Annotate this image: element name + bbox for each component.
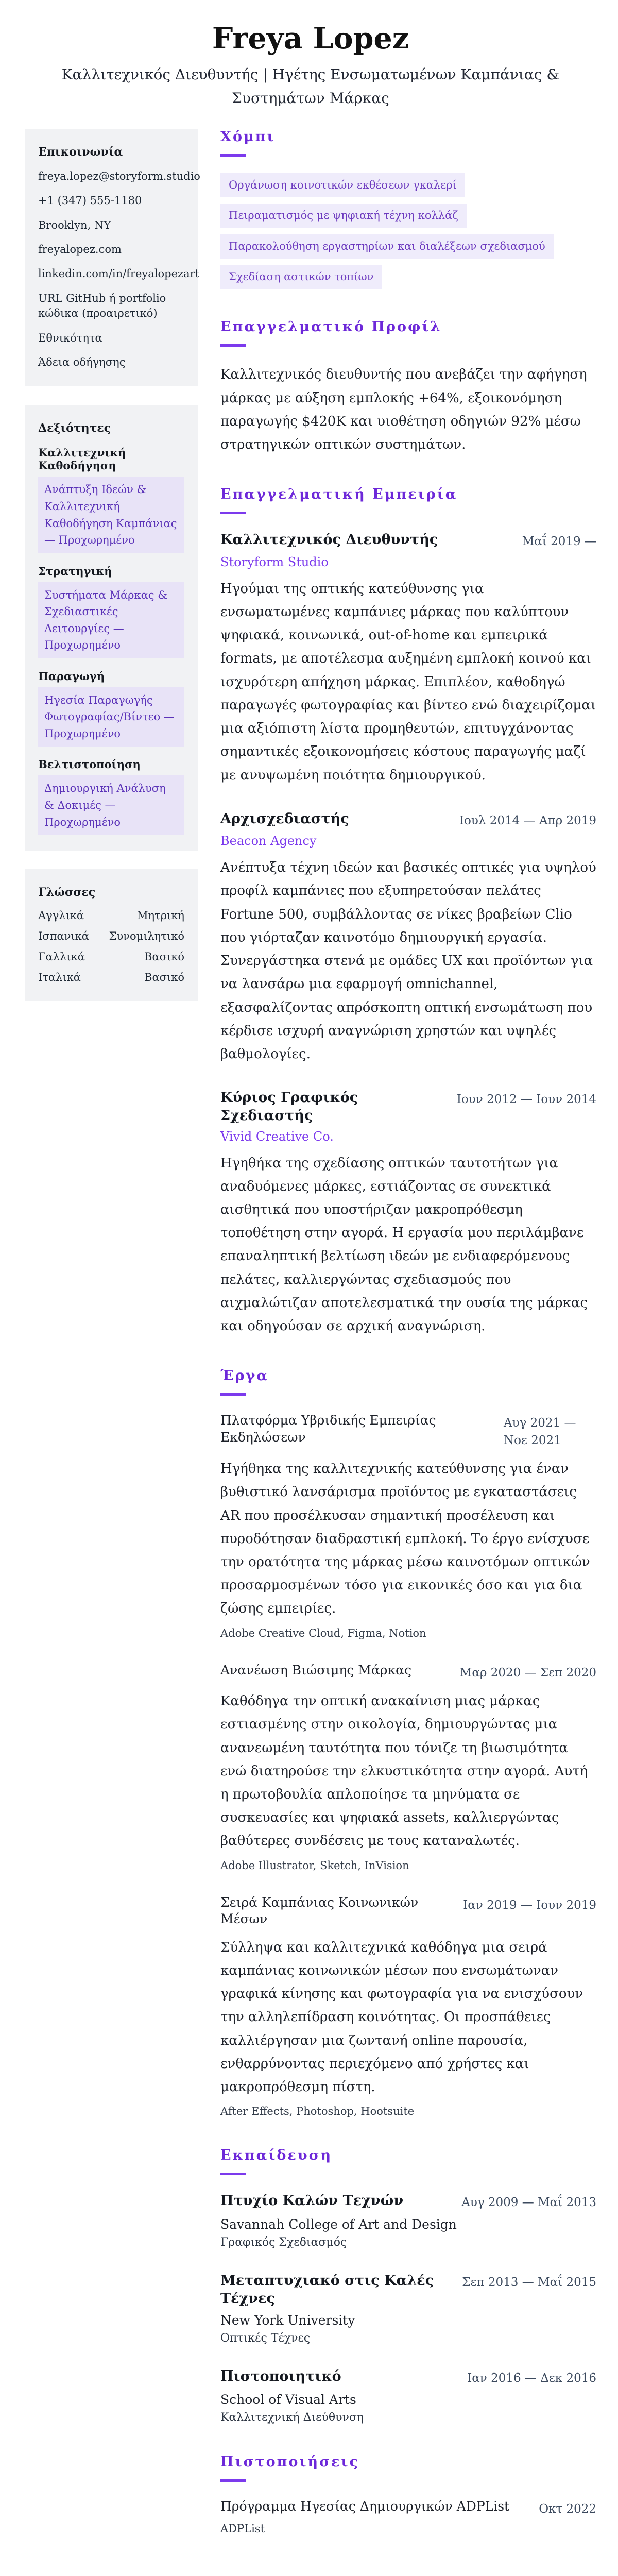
job-description: Ηγούμαι της οπτικής κατεύθυνσης για ενσωματωμένες καμπάνιες μάρκας που καλύπτουν ψηφιακά, κοινωνικά, out-of-home και εμπειρικά formats, με αποτέλεσμα αυξημένη εμπλοκή κοινού και ισχυρότερη απήχηση μάρκας. Επιπλέον, καθοδηγώ παραγωγές φωτογραφίας και βίντεο ενώ διαχειρίζομαι μια αξιόπιστη λίστα προμηθευτών, επιτυγχάνοντας σημαντικές εξοικονομήσεις κόστους παραγωγής μαζί με ανυψωμένη ποιότητα δημιουργικού. [220,581,596,783]
languages-title: Γλώσσες [38,886,96,900]
education-title: Εκπαίδευση [220,2147,333,2164]
language-row [38,930,184,942]
section-rule [220,2479,246,2482]
certifications-title: Πιστοποιήσεις [220,2454,359,2470]
main-content [220,129,596,2565]
language-name: Αγγλικά [38,909,84,922]
project-tools: Adobe Illustrator, Sketch, InVision [220,1859,409,1872]
contact-box [25,129,198,387]
skill-category: Παραγωγή [38,669,105,683]
profile-title: Επαγγελματικό Προφίλ [220,319,442,335]
contact-website[interactable]: freyalopez.com [38,243,122,256]
job-entry [220,1089,596,1338]
field-of-study: Οπτικές Τέχνες [220,2331,311,2345]
sidebar [25,129,198,1020]
section-rule [220,344,246,347]
job-title: Αρχισχεδιαστής [220,810,349,827]
language-level: Βασικό [144,951,184,963]
project-entry [220,1412,596,1639]
skill-category: Καλλιτεχνική Καθοδήγηση [38,446,126,472]
project-entry [220,1662,596,1872]
job-entry [220,810,596,1066]
section-rule [220,512,246,514]
project-dates: Μαρ 2020 — Σεπ 2020 [459,1666,596,1680]
certification-dates: Οκτ 2022 [539,2502,596,2516]
languages-box [25,869,198,1001]
projects-title: Έργα [220,1368,269,1384]
job-description: Ηγηθήκα της σχεδίασης οπτικών ταυτοτήτων για αναδυόμενες μάρκες, εστιάζοντας σε συνεκτικά αισθητικά που υποστήριζαν μακροπρόθεσμη τοποθέτηση στην αγορά. Η εργασία μου περιλάμβανε επαναληπτική βελτίωση ιδεών με ενδιαφερόμενους πελάτες, καλλιεργώντας σχεδιασμούς που αιχμαλώτιζαν αποτελεσματικά την ουσία της μάρκας και οδηγούσαν σε αρχική αναγνώριση. [220,1155,588,1334]
section-hobbies [220,129,596,290]
section-certifications [220,2454,596,2534]
hobby-tag: Παρακολούθηση εργαστηρίων και διαλέξεων σχεδιασμού [220,234,554,259]
section-projects [220,1368,596,2117]
certification-name: Πρόγραμμα Ηγεσίας Δημιουργικών ADPList [220,2499,510,2514]
skills-box [25,405,198,851]
language-row [38,971,184,984]
contact-github-placeholder: URL GitHub ή portfolio κώδικα (προαιρετικό) [38,292,166,320]
project-description: Καθόδηγα την οπτική ανακαίνιση μιας μάρκας εστιασμένης στην οικολογία, δημιουργώντας μια ανανεωμένη ταυτότητα που τόνιζε τη βιωσιμότητα ενώ διατηρούσε την ελκυστικότητα στην αγορά. Αυτή η πρωτοβουλία απλοποίησε τα μηνύματα σε συσκευασίες και ψηφιακά assets, καλλιεργώντας βαθύτερες συνδέσεις με τους καταναλωτές. [220,1693,588,1849]
field-of-study: Καλλιτεχνική Διεύθυνση [220,2411,364,2425]
hobbies-title: Χόμπι [220,128,276,145]
job-entry [220,531,596,787]
skill-item: Δημιουργική Ανάλυση & Δοκιμές — Προχωρημένο [38,775,184,835]
education-dates: Σεπ 2013 — Μαΐ 2015 [462,2275,596,2289]
project-description: Σύλληψα και καλλιτεχνικά καθόδηγα μια σειρά καμπάνιας κοινωνικών μέσων που ενσωμάτωναν γραφικά κίνησης και φωτογραφία για να ενισχύσουν την αλληλεπίδραση κοινότητας. Οι προσπάθειες καλλιέργησαν μια ζωντανή online παρουσία, ενθαρρύνοντας περιεχόμενο από χρήστες και μακροπρόθεσμη πίστη. [220,1939,583,2095]
skill-item: Ηγεσία Παραγωγής Φωτογραφίας/Βίντεο — Προχωρημένο [38,687,184,747]
job-title: Κύριος Γραφικός Σχεδιαστής [220,1090,358,1124]
field-of-study: Γραφικός Σχεδιασμός [220,2235,347,2249]
project-dates: Αυγ 2021 — Νοε 2021 [504,1416,576,1447]
education-entry [220,2272,596,2345]
project-title: Πλατφόρμα Υβριδικής Εμπειρίας Εκδηλώσεων [220,1413,436,1445]
school-name: School of Visual Arts [220,2392,356,2408]
contact-phone: +1 (347) 555-1180 [38,194,142,207]
person-tagline: Καλλιτεχνικός Διευθυντής | Ηγέτης Ενσωματωμένων Καμπάνιας & Συστημάτων Μάρκας [61,65,560,107]
language-row [38,909,184,922]
education-dates: Αυγ 2009 — Μαΐ 2013 [461,2196,596,2210]
project-tools: Adobe Creative Cloud, Figma, Notion [220,1626,426,1639]
section-rule [220,2173,246,2175]
skill-item: Ανάπτυξη Ιδεών & Καλλιτεχνική Καθοδήγηση Καμπάνιας — Προχωρημένο [38,477,184,553]
project-title: Ανανέωση Βιώσιμης Μάρκας [220,1662,411,1677]
skill-category: Βελτιστοποίηση [38,758,141,771]
language-name: Ισπανικά [38,930,89,943]
education-dates: Ιαν 2016 — Δεκ 2016 [467,2371,596,2385]
job-title: Καλλιτεχνικός Διευθυντής [220,532,438,548]
language-row [38,951,184,963]
certification-issuer: ADPList [220,2522,265,2535]
contact-location: Brooklyn, NY [38,218,111,231]
job-description: Ανέπτυξα τέχνη ιδεών και βασικές οπτικές για υψηλού προφίλ καμπάνιες που εξυπηρετούσαν πελάτες Fortune 500, συμβάλλοντας σε νίκες βραβείων Clio που γιόρταζαν καινοτόμο δημιουργική εργασία. Συνεργάστηκα στενά με ομάδες UX και προϊόντων για να λανσάρω μια εφαρμογή omnichannel, εξασφαλίζοντας απρόσκοπτη οπτική ενσωμάτωση που κέρδισε ισχυρή αναγνώριση χρηστών και υψηλές βαθμολογίες. [220,860,596,1062]
degree-title: Πιστοποιητικό [220,2368,341,2384]
contact-driving-license: Άδεια οδήγησης [38,356,126,369]
language-name: Ιταλικά [38,971,81,984]
job-dates: Μαΐ 2019 — [522,535,596,549]
language-name: Γαλλικά [38,951,85,963]
project-tools: After Effects, Photoshop, Hootsuite [220,2105,415,2118]
contact-title: Επικοινωνία [38,145,123,159]
hobby-tag: Πειραματισμός με ψηφιακή τέχνη κολλάζ [220,204,467,228]
contact-email[interactable]: freya.lopez@storyform.studio [38,170,200,182]
project-entry [220,1894,596,2118]
degree-title: Μεταπτυχιακό στις Καλές Τέχνες [220,2272,434,2307]
school-name: Savannah College of Art and Design [220,2216,457,2232]
job-dates: Ιουν 2012 — Ιουν 2014 [456,1093,596,1107]
education-entry [220,2367,596,2424]
contact-linkedin[interactable]: linkedin.com/in/freyalopezart [38,267,200,280]
experience-title: Επαγγελματική Εμπειρία [220,486,458,503]
project-dates: Ιαν 2019 — Ιουν 2019 [463,1898,596,1912]
language-level: Συνομιλητικό [109,930,184,943]
profile-text: Καλλιτεχνικός διευθυντής που ανεβάζει την αφήγηση μάρκας με αύξηση εμπλοκής +64%, εξοικονόμηση παραγωγής $420K και υιοθέτηση οδηγιών 92% μέσω στρατηγικών οπτικών συστημάτων. [220,367,587,453]
section-education [220,2147,596,2424]
project-title: Σειρά Καμπάνιας Κοινωνικών Μέσων [220,1894,419,1927]
job-dates: Ιουλ 2014 — Απρ 2019 [459,814,596,827]
language-level: Μητρική [137,909,184,922]
section-rule [220,154,246,157]
job-company-link[interactable]: Beacon Agency [220,834,317,849]
school-name: New York University [220,2312,355,2328]
resume-header [25,22,596,110]
skills-title: Δεξιότητες [38,421,111,435]
section-rule [220,1393,246,1396]
section-profile [220,319,596,456]
job-company-link[interactable]: Vivid Creative Co. [220,1129,334,1144]
contact-nationality: Εθνικότητα [38,331,102,344]
education-entry [220,2192,596,2248]
hobby-tag: Σχεδίαση αστικών τοπίων [220,265,382,289]
hobby-tag: Οργάνωση κοινοτικών εκθέσεων γκαλερί [220,173,465,197]
certification-entry [220,2498,596,2534]
person-name: Freya Lopez [212,21,409,56]
project-description: Ηγήθηκα της καλλιτεχνικής κατεύθυνσης για έναν βυθιστικό λανσάρισμα προϊόντος με εγκαταστάσεις AR που προσέλκυσαν σημαντική προσέλευση και πυροδότησαν διαδραστική εμπλοκή. Το έργο ενίσχυσε την ορατότητα της μάρκας μέσω καινοτόμων οπτικών προσαρμοσμένων τόσο για εικονικές όσο και για δια ζώσης εμπειρίες. [220,1461,590,1617]
skill-item: Συστήματα Μάρκας & Σχεδιαστικές Λειτουργίες — Προχωρημένο [38,582,184,658]
skill-category: Στρατηγική [38,564,112,578]
section-experience [220,486,596,1338]
degree-title: Πτυχίο Καλών Τεχνών [220,2193,404,2209]
language-level: Βασικό [144,971,184,984]
job-company-link[interactable]: Storyform Studio [220,554,329,569]
